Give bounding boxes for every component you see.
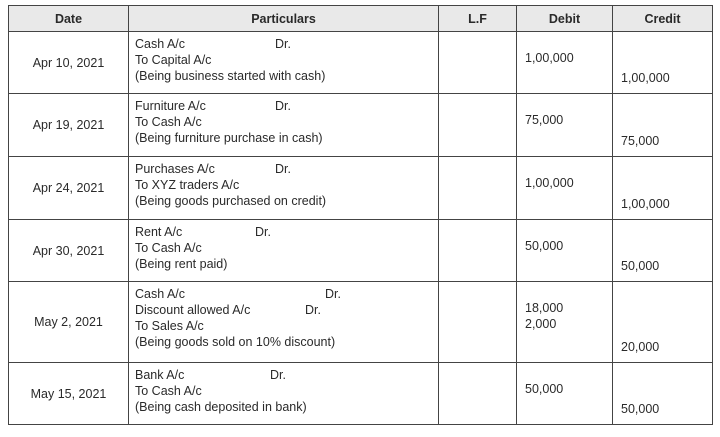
entry-particulars: [129, 282, 439, 363]
particulars-line: [135, 240, 438, 256]
header-lf: L.F: [439, 6, 517, 32]
particulars-line: [135, 98, 438, 114]
debit-marker: Dr.: [275, 99, 291, 113]
entry-particulars: [129, 32, 439, 94]
entry-credit: 50,000: [613, 220, 713, 282]
account-text: Rent A/c: [135, 225, 183, 239]
particulars-line: [135, 177, 438, 193]
debit-marker: Dr.: [325, 287, 341, 301]
table-row: [9, 157, 713, 220]
entry-debit: [517, 363, 613, 425]
account-text: Discount allowed A/c: [135, 303, 251, 317]
particulars-line: [135, 114, 438, 130]
account-text: Cash A/c: [135, 37, 186, 51]
entry-lf: [439, 363, 517, 425]
entry-date: Apr 24, 2021: [9, 157, 129, 220]
particulars-line: [135, 52, 438, 68]
header-date: Date: [9, 6, 129, 32]
entry-debit: [517, 32, 613, 94]
debit-amount: 50,000: [525, 382, 564, 396]
particulars-line: [135, 367, 438, 383]
particulars-line: [135, 399, 438, 415]
table-row: [9, 94, 713, 157]
particulars-line: [135, 224, 438, 240]
entry-debit: [517, 282, 613, 363]
account-text: To XYZ traders A/c: [135, 178, 240, 192]
particulars-line: [135, 302, 438, 318]
particulars-line: [135, 161, 438, 177]
entry-debit: [517, 94, 613, 157]
particulars-line: [135, 193, 438, 209]
debit-amount: 18,000: [525, 301, 564, 315]
entry-lf: [439, 220, 517, 282]
entry-credit: 50,000: [613, 363, 713, 425]
debit-amount: 2,000: [525, 317, 557, 331]
account-text: To Cash A/c: [135, 384, 202, 398]
entry-date: Apr 19, 2021: [9, 94, 129, 157]
account-text: Bank A/c: [135, 368, 185, 382]
debit-amount: 1,00,000: [525, 51, 574, 65]
account-text: (Being cash deposited in bank): [135, 400, 307, 414]
debit-marker: Dr.: [305, 303, 321, 317]
particulars-line: [135, 286, 438, 302]
entry-date: May 2, 2021: [9, 282, 129, 363]
table-row: [9, 282, 713, 363]
account-text: (Being rent paid): [135, 257, 228, 271]
account-text: To Sales A/c: [135, 319, 204, 333]
account-text: (Being goods sold on 10% discount): [135, 335, 336, 349]
debit-amount: 1,00,000: [525, 176, 574, 190]
entry-debit: [517, 157, 613, 220]
header-row: [9, 6, 713, 32]
debit-marker: Dr.: [275, 37, 291, 51]
header-credit: Credit: [613, 6, 713, 32]
particulars-line: [135, 256, 438, 272]
debit-marker: Dr.: [270, 368, 286, 382]
entry-lf: [439, 94, 517, 157]
entry-particulars: [129, 220, 439, 282]
account-text: (Being business started with cash): [135, 69, 326, 83]
entry-date: Apr 10, 2021: [9, 32, 129, 94]
account-text: To Cash A/c: [135, 241, 202, 255]
account-text: Furniture A/c: [135, 99, 206, 113]
particulars-line: [135, 68, 438, 84]
entry-lf: [439, 282, 517, 363]
table-row: [9, 32, 713, 94]
entry-credit: 75,000: [613, 94, 713, 157]
entry-credit: 1,00,000: [613, 157, 713, 220]
account-text: Purchases A/c: [135, 162, 215, 176]
account-text: To Cash A/c: [135, 115, 202, 129]
account-text: (Being goods purchased on credit): [135, 194, 327, 208]
particulars-line: [135, 130, 438, 146]
journal-table: [8, 5, 713, 425]
entry-debit: [517, 220, 613, 282]
entry-particulars: [129, 363, 439, 425]
entry-date: May 15, 2021: [9, 363, 129, 425]
particulars-line: [135, 334, 438, 350]
table-row: [9, 220, 713, 282]
debit-amount: 50,000: [525, 239, 564, 253]
debit-amount: 75,000: [525, 113, 564, 127]
entry-credit: 1,00,000: [613, 32, 713, 94]
account-text: Cash A/c: [135, 287, 186, 301]
account-text: (Being furniture purchase in cash): [135, 131, 323, 145]
header-debit: Debit: [517, 6, 613, 32]
particulars-line: [135, 383, 438, 399]
entry-date: Apr 30, 2021: [9, 220, 129, 282]
entry-lf: [439, 32, 517, 94]
entry-lf: [439, 157, 517, 220]
entry-particulars: [129, 94, 439, 157]
debit-marker: Dr.: [275, 162, 291, 176]
debit-marker: Dr.: [255, 225, 271, 239]
table-row: [9, 363, 713, 425]
entry-particulars: [129, 157, 439, 220]
journal-body: [9, 32, 713, 425]
entry-credit: 20,000: [613, 282, 713, 363]
particulars-line: [135, 36, 438, 52]
particulars-line: [135, 318, 438, 334]
header-particulars: Particulars: [129, 6, 439, 32]
account-text: To Capital A/c: [135, 53, 212, 67]
